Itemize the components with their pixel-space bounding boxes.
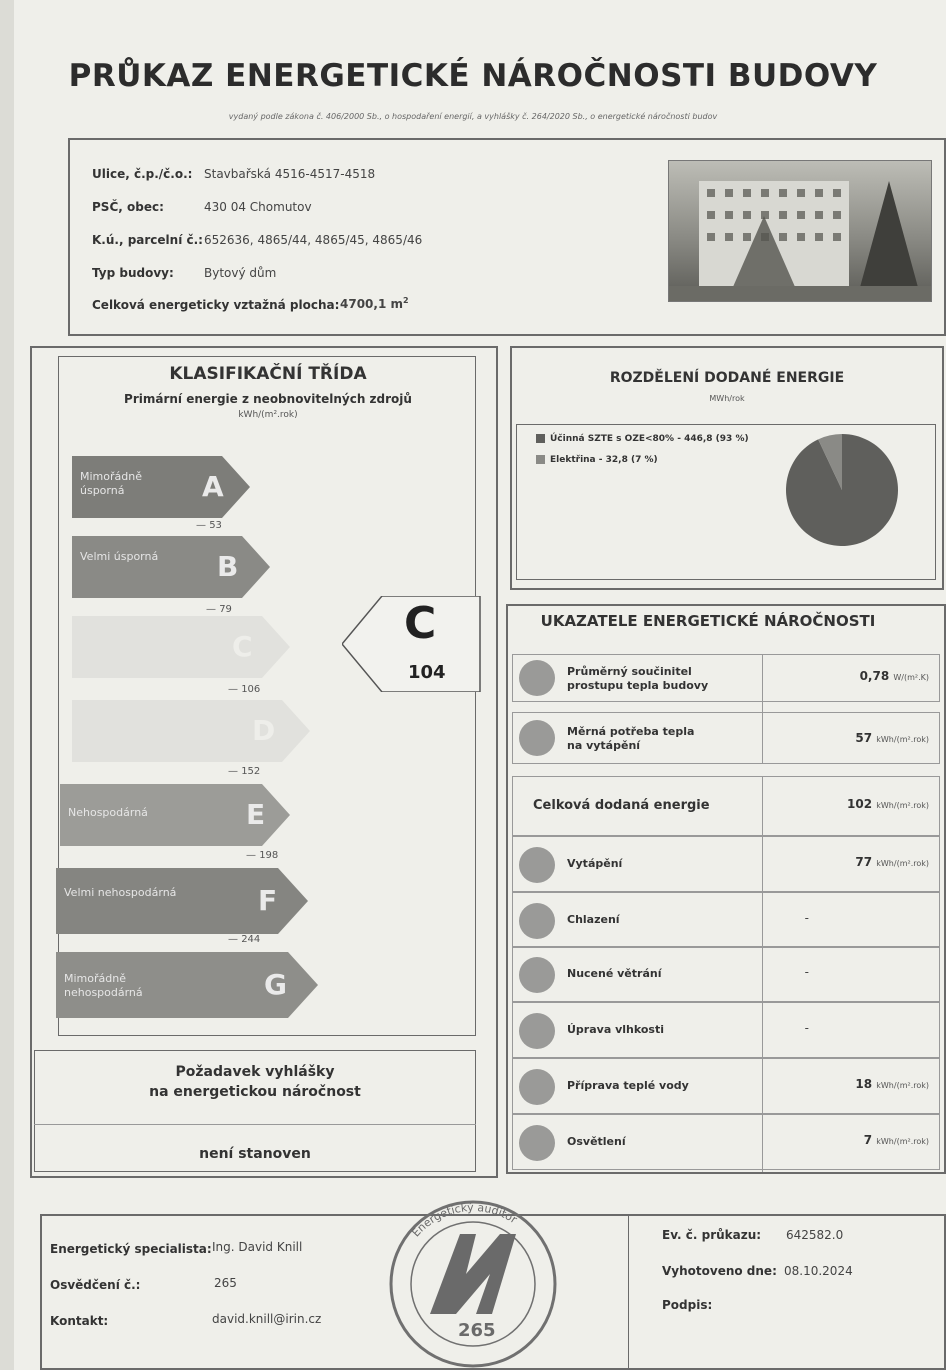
- indicator-row-5: [512, 1114, 940, 1170]
- svg-text:265: 265: [458, 1320, 496, 1341]
- indicator-row-3: [512, 1002, 940, 1058]
- snowflake-icon: [519, 903, 555, 939]
- area-label: Celková energeticky vztažná plocha:: [92, 298, 340, 312]
- contact-value: david.knill@irin.cz: [212, 1312, 322, 1326]
- class-arrow-a: [72, 456, 252, 518]
- contact-label: Kontakt:: [50, 1314, 109, 1328]
- threshold-b: — 79: [206, 604, 232, 615]
- indicator-total-value: 102 kWh/(m².rok): [847, 797, 929, 811]
- class-arrow-g: [56, 952, 320, 1014]
- indicator-item-name: Příprava teplé vody: [567, 1079, 689, 1092]
- fan-icon: [519, 957, 555, 993]
- type-value: Bytový dům: [204, 266, 277, 280]
- indicator-total-name: Celková dodaná energie: [533, 798, 710, 813]
- class-g-text: Mimořádně nehospodárná: [64, 972, 143, 999]
- class-b-letter: B: [217, 550, 239, 583]
- class-d-letter: D: [252, 714, 276, 747]
- result-class-value: 104: [408, 662, 446, 683]
- threshold-f: — 244: [228, 934, 261, 945]
- footer-divider: [628, 1214, 629, 1370]
- ev-label: Ev. č. průkazu:: [662, 1228, 762, 1242]
- indicator-item-value: -: [804, 1021, 809, 1035]
- class-b-text: Velmi úsporná: [80, 550, 159, 563]
- result-class-letter: C: [404, 598, 437, 649]
- result-pointer: [342, 596, 482, 692]
- svg-text:Energetický auditor: Energetický auditor: [409, 1200, 520, 1240]
- house-icon: [519, 660, 555, 696]
- document-title: PRŮKAZ ENERGETICKÉ NÁROČNOSTI BUDOVY: [68, 58, 878, 94]
- heat-demand-icon: [519, 720, 555, 756]
- requirement-value: není stanoven: [199, 1146, 311, 1162]
- indicators-heading: UKAZATELE ENERGETICKÉ NÁROČNOSTI: [540, 612, 876, 630]
- indicator-row-2: [512, 946, 940, 1002]
- threshold-c: — 106: [228, 684, 261, 695]
- class-arrow-d: [72, 700, 312, 762]
- signature-label: Podpis:: [662, 1298, 713, 1312]
- ku-label: K.ú., parcelní č.:: [92, 233, 203, 247]
- indicator-item-value: 18 kWh/(m².rok): [855, 1077, 929, 1091]
- indicator-item-value: -: [804, 965, 809, 979]
- class-a-text: Mimořádně úsporná: [80, 470, 142, 497]
- certificate-value: 265: [214, 1276, 237, 1290]
- radiator-icon: [519, 847, 555, 883]
- class-arrow-c: [72, 616, 292, 678]
- indicator-row-1: [512, 892, 940, 948]
- ku-value: 652636, 4865/44, 4865/45, 4865/46: [204, 233, 423, 247]
- indicator-item-value: 77 kWh/(m².rok): [855, 855, 929, 869]
- indicator-row-0: [512, 836, 940, 892]
- requirement-heading-2: na energetickou náročnost: [149, 1084, 361, 1100]
- distribution-unit: MWh/rok: [709, 394, 745, 403]
- indicator-item-name: Vytápění: [567, 857, 623, 870]
- threshold-e: — 198: [246, 850, 279, 861]
- threshold-a: — 53: [196, 520, 222, 531]
- class-f-text: Velmi nehospodárná: [64, 886, 177, 899]
- legend-item-szte: Účinná SZTE s OZE<80% - 446,8 (93 %): [536, 434, 749, 444]
- energy-pie-chart: [782, 430, 902, 550]
- requirement-heading-1: Požadavek vyhlášky: [175, 1064, 335, 1080]
- class-arrow-f: [56, 868, 310, 930]
- classification-heading: KLASIFIKAČNÍ TŘÍDA: [169, 364, 367, 384]
- specialist-label: Energetický specialista:: [50, 1242, 212, 1256]
- droplet-icon: [519, 1013, 555, 1049]
- indicator-item-value: -: [804, 911, 809, 925]
- indicator-item-name: Úprava vlhkosti: [567, 1023, 665, 1036]
- requirement-divider: [34, 1124, 476, 1125]
- indicator-row-heat-demand: [512, 712, 940, 764]
- specialist-value: Ing. David Knill: [212, 1240, 303, 1254]
- street-value: Stavbařská 4516-4517-4518: [204, 167, 376, 181]
- type-label: Typ budovy:: [92, 266, 174, 280]
- indicator-heat-value: 57 kWh/(m².rok): [855, 731, 929, 745]
- building-photo-illustration: [669, 161, 931, 301]
- building-photo: [668, 160, 932, 302]
- class-e-text: Nehospodárná: [68, 806, 148, 819]
- class-e-letter: E: [246, 798, 266, 831]
- ev-value: 642582.0: [786, 1228, 844, 1242]
- indicator-u-name: Průměrný součinitel prostupu tepla budovy: [567, 665, 709, 692]
- indicator-heat-name: Měrná potřeba tepla na vytápění: [567, 725, 695, 752]
- class-c-letter: C: [232, 630, 253, 663]
- document-subtitle: vydaný podle zákona č. 406/2000 Sb., o hospodaření energií, a vyhlášky č. 264/2020 Sb., o energetické náročnosti budov: [228, 112, 718, 121]
- psc-value: 430 04 Chomutov: [204, 200, 312, 214]
- threshold-d: — 152: [228, 766, 261, 777]
- class-f-letter: F: [258, 884, 278, 917]
- certificate-label: Osvědčení č.:: [50, 1278, 141, 1292]
- legend-item-elektrina: Elektřina - 32,8 (7 %): [536, 455, 658, 465]
- auditor-stamp: [380, 1194, 566, 1370]
- distribution-heading: ROZDĚLENÍ DODANÉ ENERGIE: [609, 370, 845, 386]
- legend-swatch-elektrina: [536, 455, 545, 464]
- indicator-row-u: [512, 654, 940, 702]
- class-arrow-b: [72, 536, 272, 598]
- legend-swatch-szte: [536, 434, 545, 443]
- indicator-u-value: 0,78 W/(m².K): [859, 669, 929, 683]
- indicator-item-name: Osvětlení: [567, 1135, 626, 1148]
- date-label: Vyhotoveno dne:: [662, 1264, 777, 1278]
- area-value: 4700,1 $m^2$: [340, 296, 409, 311]
- bulb-icon: [519, 1125, 555, 1161]
- date-value: 08.10.2024: [784, 1264, 853, 1278]
- tap-icon: [519, 1069, 555, 1105]
- indicator-row-total: [512, 776, 940, 836]
- indicator-col-divider-top: [762, 654, 763, 764]
- indicator-item-value: 7 kWh/(m².rok): [863, 1133, 929, 1147]
- street-label: Ulice, č.p./č.o.:: [92, 167, 193, 181]
- classification-unit: kWh/(m².rok): [238, 410, 298, 420]
- psc-label: PSČ, obec:: [92, 200, 164, 214]
- class-g-letter: G: [264, 968, 287, 1001]
- indicator-item-name: Chlazení: [567, 913, 620, 926]
- class-a-letter: A: [202, 470, 224, 503]
- classification-subheading: Primární energie z neobnovitelných zdrojů: [124, 392, 412, 406]
- indicator-item-name: Nucené větrání: [567, 967, 662, 980]
- indicator-row-4: [512, 1058, 940, 1114]
- class-arrow-e: [60, 784, 292, 846]
